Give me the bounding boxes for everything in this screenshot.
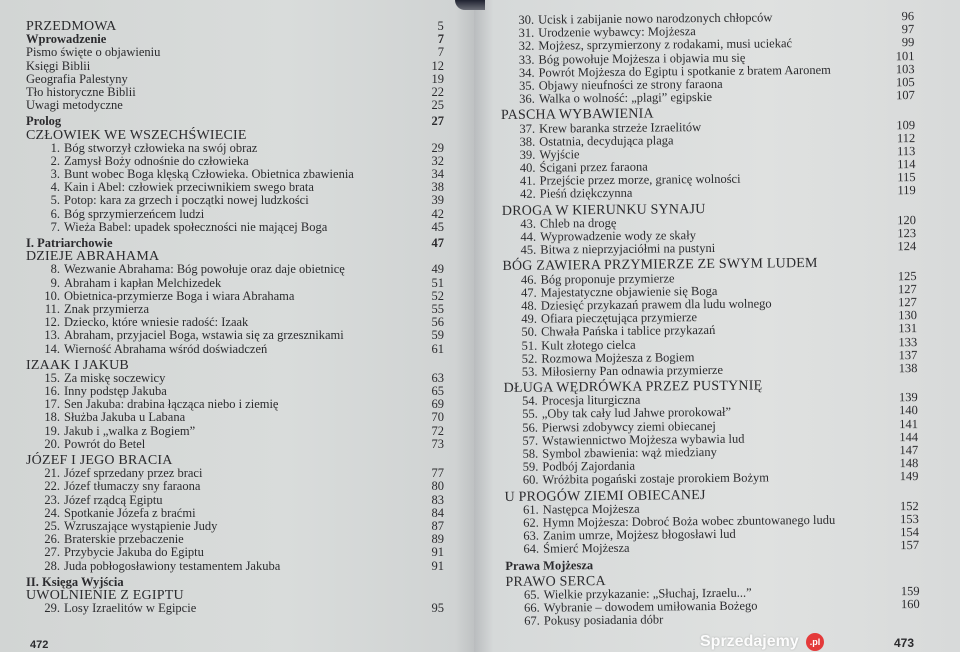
toc-entry <box>26 221 444 234</box>
entry-title: Bóg proponuje przymierze <box>540 270 675 287</box>
entry-page-number: 55 <box>431 301 444 316</box>
entry-page-number: 144 <box>899 429 919 444</box>
entry-page-number: 154 <box>900 525 920 540</box>
entry-number: 42. <box>520 187 536 202</box>
page-number-right: 473 <box>894 636 915 650</box>
entry-page-number: 149 <box>899 469 919 484</box>
entry-number: 54. <box>522 393 538 409</box>
entry-title: Miłosierny Pan odnawia przymierze <box>541 362 724 379</box>
entry-title: Przybycie Jakuba do Egiptu <box>64 545 204 560</box>
entry-title: Przejście przez morze, granicę wolności <box>539 171 741 188</box>
entry-title: Dziesięć przykazań prawem dla ludu wolnego <box>540 296 772 313</box>
entry-title: Ucisk i zabijanie nowo narodzonych chłopców <box>537 10 773 27</box>
entry-number: 19. <box>44 423 60 438</box>
entry-number: 44. <box>520 229 537 244</box>
entry-page-number: 65 <box>431 384 444 399</box>
entry-number: 58. <box>522 446 539 461</box>
entry-page-number: 61 <box>431 341 444 356</box>
entry-page-number: 27 <box>431 114 444 129</box>
entry-number: 9. <box>50 275 60 290</box>
entry-number: 17. <box>44 397 60 412</box>
toc-entry <box>26 438 444 451</box>
entry-title: Wezwanie Abrahama: Bóg powołuje oraz daje obietnicę <box>64 262 345 277</box>
entry-number: 2. <box>50 153 60 168</box>
toc-entry <box>505 539 919 556</box>
toc-entry <box>502 184 916 201</box>
entry-title: PRAWO SERCA <box>505 573 606 590</box>
entry-number: 56. <box>522 420 539 435</box>
entry-number: 14. <box>44 341 60 356</box>
entry-page-number: 89 <box>431 532 444 547</box>
entry-page-number: 12 <box>431 58 444 73</box>
toc-entry <box>26 343 444 356</box>
entry-page-number: 159 <box>900 583 920 599</box>
entry-title: DŁUGA WĘDRÓWKA PRZEZ PUSTYNIĘ <box>503 378 763 397</box>
entry-title: Wróżbita pogański zostaje prorokiem Bożym <box>542 470 770 487</box>
entry-number: 67. <box>524 613 540 629</box>
entry-page-number: 157 <box>900 538 920 553</box>
entry-page-number: 87 <box>431 518 444 533</box>
entry-page-number: 73 <box>431 436 444 451</box>
entry-title: Chleb na drogę <box>539 215 617 231</box>
entry-title: Uwagi metodyczne <box>26 98 123 113</box>
entry-title: Inny podstęp Jakuba <box>64 384 167 399</box>
entry-number: 5. <box>50 193 60 208</box>
entry-page-number: 91 <box>431 545 444 560</box>
entry-title: Śmierć Mojżesza <box>543 541 630 556</box>
entry-page-number: 138 <box>898 360 918 376</box>
entry-title: Bóg powołuje Mojżesza i objawia mu się <box>538 50 746 67</box>
entry-page-number: 52 <box>431 288 444 303</box>
entry-title: U PROGÓW ZIEMI OBIECANEJ <box>504 487 706 505</box>
entry-title: Ścigani przez faraona <box>539 159 648 175</box>
entry-title: Chwała Pańska i tablice przykazań <box>540 323 716 339</box>
entry-number: 48. <box>521 298 537 313</box>
entry-page-number: 69 <box>431 397 444 412</box>
watermark-logo: Sprzedajemy <box>700 633 799 650</box>
entry-page-number: 152 <box>899 498 919 513</box>
entry-title: Prawa Mojżesza <box>505 557 594 573</box>
entry-title: Juda pobłogosławiony testamentem Jakuba <box>64 558 281 573</box>
entry-page-number: 105 <box>895 74 915 90</box>
entry-page-number: 47 <box>431 236 444 250</box>
entry-page-number: 5 <box>437 19 444 33</box>
entry-number: 61. <box>523 502 539 517</box>
entry-title: Abraham i kapłan Melchizedek <box>64 275 222 290</box>
entry-title: Losy Izraelitów w Egipcie <box>64 601 197 616</box>
entry-page-number: 83 <box>431 492 444 507</box>
entry-title: PRZEDMOWA <box>26 19 117 34</box>
entry-page-number: 112 <box>896 130 916 145</box>
entry-page-number: 114 <box>897 157 916 172</box>
entry-number: 35. <box>518 78 535 93</box>
entry-page-number: 115 <box>897 170 916 185</box>
entry-page-number: 59 <box>431 328 444 343</box>
entry-number: 1. <box>50 140 60 155</box>
entry-page-number: 160 <box>900 597 920 612</box>
entry-title: Kain i Abel: człowiek przeciwnikiem swego brata <box>64 180 314 195</box>
entry-title: Wyprowadzenie wody ze skały <box>540 228 696 244</box>
entry-page-number: 7 <box>437 32 444 47</box>
toc-left <box>26 20 444 615</box>
entry-number: 38. <box>519 134 536 149</box>
entry-title: Pokusy posiadania dóbr <box>543 612 664 628</box>
entry-title: Jakub i „walka z Bogiem” <box>64 423 196 438</box>
entry-number: 12. <box>44 315 60 330</box>
entry-title: Procesja liturgiczna <box>541 392 641 408</box>
entry-number: 20. <box>44 436 60 451</box>
entry-title: I. Patriarchowie <box>26 236 113 250</box>
entry-title: Bóg stworzył człowieka na swój obraz <box>64 140 258 155</box>
entry-title: Dziecko, które wniesie radość: Izaak <box>64 315 249 330</box>
entry-page-number: 133 <box>898 334 918 349</box>
entry-number: 40. <box>519 160 536 175</box>
entry-title: Wprowadzenie <box>26 32 107 47</box>
toc-entry <box>506 611 920 628</box>
entry-title: Pismo święte o objawieniu <box>26 45 161 60</box>
toc-entry <box>503 362 917 379</box>
entry-page-number: 29 <box>431 140 444 155</box>
entry-number: 22. <box>44 479 60 494</box>
toc-entry <box>501 89 915 106</box>
entry-number: 24. <box>44 505 60 520</box>
entry-title: Pierwsi zdobywcy ziemi obiecanej <box>541 418 716 435</box>
entry-page-number: 70 <box>431 410 444 425</box>
entry-page-number: 25 <box>431 98 444 113</box>
entry-page-number: 39 <box>431 193 444 208</box>
entry-page-number: 32 <box>431 153 444 168</box>
entry-title: PASCHA WYBAWIENIA <box>500 106 654 124</box>
entry-page-number: 84 <box>431 505 444 520</box>
entry-title: Następca Mojżesza <box>542 501 640 517</box>
entry-title: Józef tłumaczy sny faraona <box>64 479 201 494</box>
entry-title: Służba Jakuba u Labana <box>64 410 186 425</box>
toc-entry <box>502 240 916 257</box>
entry-title: DZIEJE ABRAHAMA <box>26 249 160 265</box>
entry-number: 13. <box>44 328 60 343</box>
entry-title: Krew baranka strzeże Izraelitów <box>539 119 702 136</box>
entry-title: Ostatnia, decydująca plaga <box>539 133 674 149</box>
entry-number: 46. <box>520 272 537 287</box>
entry-page-number: 123 <box>897 226 917 241</box>
entry-title: Bunt wobec Boga klęską Człowieka. Obietnica zbawienia <box>64 167 354 182</box>
entry-number: 64. <box>523 541 540 557</box>
entry-number: 8. <box>50 262 60 277</box>
entry-title: Wierność Abrahama wśród doświadczeń <box>64 341 268 356</box>
entry-number: 36. <box>519 91 535 106</box>
entry-title: CZŁOWIEK WE WSZECHŚWIECIE <box>26 127 247 143</box>
entry-page-number: 109 <box>896 117 916 132</box>
entry-number: 10. <box>44 288 60 303</box>
book-spine-shadow <box>455 0 485 10</box>
entry-number: 47. <box>520 285 537 300</box>
entry-title: Za miskę soczewicy <box>64 370 166 385</box>
entry-title: Objawy nieufności ze strony faraona <box>538 76 723 93</box>
entry-title: JÓZEF I JEGO BRACIA <box>26 453 173 468</box>
entry-number: 57. <box>522 433 539 448</box>
entry-page-number: 103 <box>895 61 915 76</box>
entry-page-number: 77 <box>431 466 444 481</box>
entry-title: Prolog <box>26 114 62 129</box>
entry-title: Tło historyczne Biblii <box>26 84 136 99</box>
entry-number: 26. <box>44 532 60 547</box>
entry-title: Powrót Mojżesza do Egiptu i spotkanie z bratem Aaronem <box>538 62 831 80</box>
entry-title: Wieża Babel: upadek społeczności nie mającej Boga <box>64 219 328 234</box>
entry-title: Mojżesz, sprzymierzony z rodakami, musi uciekać <box>538 36 793 54</box>
entry-title: Wyjście <box>539 147 580 162</box>
entry-page-number: 113 <box>896 143 916 159</box>
entry-number: 23. <box>44 492 60 507</box>
entry-number: 34. <box>518 65 535 80</box>
entry-page-number: 80 <box>431 479 444 494</box>
entry-page-number: 38 <box>431 180 444 195</box>
entry-title: Znak przymierza <box>64 301 150 316</box>
entry-page-number: 127 <box>897 281 917 296</box>
entry-title: II. Księga Wyjścia <box>26 574 124 589</box>
entry-page-number: 49 <box>431 262 444 277</box>
entry-title: Podbój Zajordania <box>542 458 636 474</box>
entry-page-number: 34 <box>431 167 444 182</box>
entry-title: Zamysł Boży odnośnie do człowieka <box>64 153 249 168</box>
entry-number: 16. <box>44 384 60 399</box>
entry-page-number: 97 <box>901 22 915 37</box>
toc-right <box>500 10 920 628</box>
entry-title: Józef sprzedany przez braci <box>64 466 203 481</box>
entry-title: Symbol zbawienia: wąż miedziany <box>542 444 717 461</box>
entry-page-number: 125 <box>897 268 917 283</box>
entry-number: 31. <box>518 25 535 41</box>
entry-number: 25. <box>44 518 60 533</box>
entry-title: Kult złotego cielca <box>541 337 636 353</box>
entry-number: 60. <box>522 473 539 488</box>
entry-page-number: 19 <box>431 71 444 86</box>
left-page <box>0 0 474 652</box>
entry-number: 11. <box>44 301 60 316</box>
entry-title: BÓG ZAWIERA PRZYMIERZE ZE SWYM LUDEM <box>502 256 818 275</box>
entry-title: Obietnica-przymierze Boga i wiara Abrahama <box>64 288 295 303</box>
entry-page-number: 99 <box>901 35 915 50</box>
entry-number: 27. <box>44 545 60 560</box>
entry-title: Pieśń dziękczynna <box>539 186 633 202</box>
entry-title: Sen Jakuba: drabina łącząca niebo i ziemię <box>64 397 279 412</box>
entry-page-number: 95 <box>431 601 444 616</box>
entry-page-number: 120 <box>897 212 917 228</box>
entry-number: 53. <box>521 364 538 379</box>
entry-page-number: 131 <box>898 321 918 336</box>
entry-title: Ofiara pieczętująca przymierze <box>540 310 698 326</box>
entry-page-number: 42 <box>431 206 444 221</box>
entry-title: „Oby tak cały lud Jahwe prorokował” <box>541 405 732 422</box>
entry-title: Józef rządcą Egiptu <box>64 492 163 507</box>
entry-page-number: 137 <box>898 347 918 362</box>
toc-entry <box>26 99 444 112</box>
entry-title: Wstawiennictwo Mojżesza wybawia lud <box>542 431 745 448</box>
entry-number: 6. <box>50 206 60 221</box>
entry-title: Zanim umrze, Mojżesz błogosławi lud <box>542 526 736 543</box>
entry-page-number: 22 <box>431 84 444 99</box>
entry-page-number: 45 <box>431 219 444 234</box>
entry-title: Abraham, przyjaciel Boga, wstawia się za grzesznikami <box>64 328 344 343</box>
entry-title: Wybranie – dowodem umiłowania Bożego <box>543 598 758 615</box>
entry-number: 30. <box>518 12 535 27</box>
entry-page-number: 127 <box>897 294 917 310</box>
entry-title: Spotkanie Józefa z braćmi <box>64 505 196 520</box>
entry-title: Urodzenie wybawcy: Mojżesza <box>538 24 696 40</box>
entry-number: 32. <box>518 39 535 54</box>
entry-title: Wielkie przykazanie: „Słuchaj, Izraelu...” <box>543 585 752 602</box>
entry-title: UWOLNIENIE Z EGIPTU <box>26 587 184 603</box>
entry-number: 45. <box>520 242 537 257</box>
entry-title: Bóg sprzymierzeńcem ludzi <box>64 206 205 221</box>
entry-number: 49. <box>521 311 537 326</box>
entry-number: 43. <box>520 216 537 231</box>
entry-number: 59. <box>522 459 539 474</box>
entry-page-number: 153 <box>900 511 919 527</box>
entry-number: 4. <box>50 180 60 195</box>
entry-page-number: 91 <box>431 558 444 573</box>
entry-page-number: 140 <box>899 403 918 418</box>
entry-page-number: 72 <box>431 423 444 438</box>
entry-title: Rozmowa Mojżesza z Bogiem <box>541 349 695 366</box>
entry-page-number: 130 <box>898 308 917 323</box>
entry-number: 52. <box>521 351 538 366</box>
entry-title: Potop: kara za grzech i początki nowej ludzkości <box>64 193 309 208</box>
entry-page-number: 147 <box>899 443 919 458</box>
entry-title: Walka o wolność: „plagi” egipskie <box>538 90 713 106</box>
entry-number: 50. <box>521 324 538 340</box>
entry-page-number: 96 <box>901 9 915 24</box>
toc-entry <box>26 602 444 615</box>
toc-part-heading <box>505 556 919 573</box>
toc-entry <box>26 560 444 573</box>
entry-title: DROGA W KIERUNKU SYNAJU <box>501 201 706 219</box>
entry-page-number: 63 <box>431 370 444 385</box>
entry-number: 51. <box>521 338 538 353</box>
entry-title: Księgi Biblii <box>26 58 91 73</box>
entry-number: 37. <box>519 121 536 136</box>
entry-number: 63. <box>523 528 540 543</box>
entry-page-number: 101 <box>895 48 915 63</box>
entry-page-number: 119 <box>897 183 916 198</box>
entry-page-number: 107 <box>895 88 915 103</box>
toc-entry <box>504 470 918 487</box>
entry-number: 65. <box>523 587 540 602</box>
entry-number: 41. <box>519 173 536 189</box>
entry-page-number: 56 <box>431 315 444 330</box>
entry-page-number: 124 <box>897 239 917 254</box>
entry-number: 55. <box>522 407 538 422</box>
entry-number: 15. <box>44 370 60 385</box>
page-number-left: 472 <box>30 639 49 651</box>
entry-number: 7. <box>50 219 60 234</box>
entry-number: 18. <box>44 410 60 425</box>
entry-number: 28. <box>44 558 60 573</box>
watermark-badge: .pl <box>806 633 824 651</box>
entry-number: 29. <box>44 601 60 616</box>
entry-title: Bitwa z nieprzyjaciółmi na pustyni <box>540 241 716 257</box>
entry-number: 62. <box>523 515 539 530</box>
entry-title: Geografia Palestyny <box>26 71 128 86</box>
entry-number: 3. <box>50 167 60 182</box>
entry-title: Braterskie przebaczenie <box>64 532 184 547</box>
entry-page-number: 139 <box>898 390 918 405</box>
entry-number: 66. <box>524 600 540 615</box>
entry-title: IZAAK I JAKUB <box>26 357 129 373</box>
entry-title: Hymn Mojżesza: Dobroć Boża wobec zbuntowanego ludu <box>542 512 836 530</box>
right-page <box>474 0 960 652</box>
entry-page-number: 51 <box>431 275 444 290</box>
entry-title: Wzruszające wystąpienie Judy <box>64 518 218 533</box>
entry-title: Powrót do Betel <box>64 436 146 451</box>
entry-page-number: 148 <box>899 456 919 471</box>
entry-number: 21. <box>44 466 60 481</box>
entry-page-number: 7 <box>437 45 444 60</box>
entry-number: 33. <box>518 52 535 67</box>
entry-number: 39. <box>519 147 536 162</box>
entry-title: Majestatyczne objawienie się Boga <box>540 283 718 300</box>
entry-page-number: 141 <box>899 416 919 431</box>
